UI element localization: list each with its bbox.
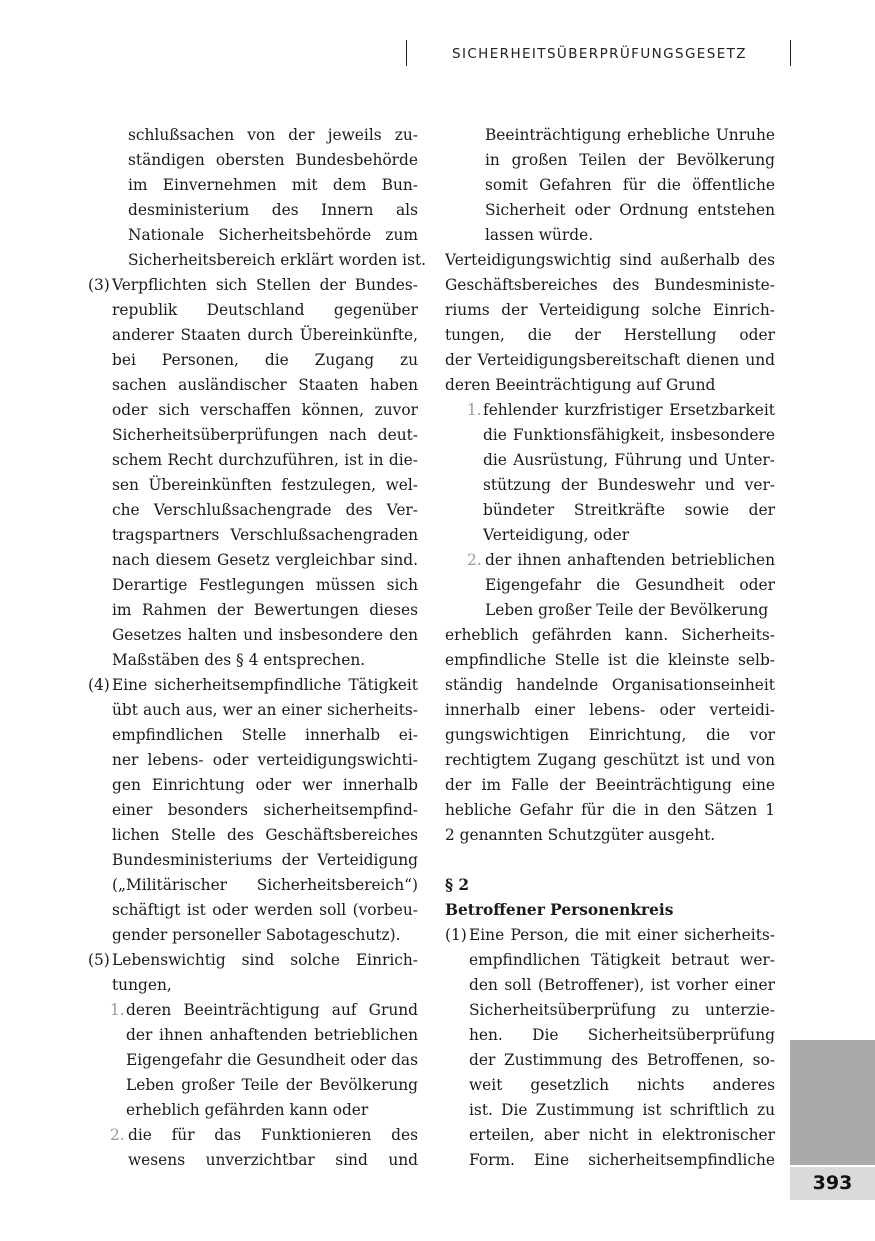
continued-text <box>445 123 775 248</box>
text-line: bei Personen, die Zugang zu <box>112 351 418 369</box>
text-line: republik Deutschland gegenüber <box>112 301 418 319</box>
paragraph-5 <box>88 948 418 1173</box>
text-line: tungen, die der Herstellung oder <box>445 326 775 344</box>
text-line: gen Einrichtung oder wer innerhalb <box>112 776 418 794</box>
text-line: schem Recht durchzuführen, ist in die- <box>112 451 418 469</box>
list-item <box>445 548 775 623</box>
text-line: die Funktionsfähigkeit, insbesondere <box>483 426 775 444</box>
text-line: innerhalb einer lebens- oder verteidi- <box>445 701 775 719</box>
item-number: 1. <box>467 401 482 419</box>
text-line: stützung der Bundeswehr und ver- <box>483 476 775 494</box>
text-line: 2 genannten Schutzgüter ausgeht. <box>445 826 716 844</box>
text-line: deren Beeinträchtigung auf Grund <box>445 376 716 394</box>
text-line: der ihnen anhaftenden betrieblichen <box>126 1026 418 1044</box>
text-line: empfindliche Stelle ist die kleinste selb- <box>445 651 775 669</box>
running-header: SICHERHEITSÜBERPRÜFUNGSGESETZ <box>452 46 747 62</box>
paragraph-number: (1) <box>445 926 467 944</box>
text-line: (3) Verpflichten sich Stellen der Bundes- <box>88 273 418 298</box>
right-column <box>445 123 775 1173</box>
text-line: 1. fehlender kurzfristiger Ersetzbarkeit <box>445 398 775 423</box>
text-line: den soll (Betroffener), ist vorher einer <box>469 976 775 994</box>
text-line: Leben großer Teile der Bevölkerung <box>485 601 769 619</box>
text-line: Sicherheitsüberprüfungen nach deut- <box>112 426 418 444</box>
text-line: ständig handelnde Organisationseinheit <box>445 676 775 694</box>
left-column <box>88 123 427 1173</box>
text-line: der Zustimmung des Betroffenen, so- <box>469 1051 775 1069</box>
text-line: übt auch aus, wer an einer sicherheits- <box>112 701 418 719</box>
text-line: somit Gefahren für die öffentliche <box>485 176 775 194</box>
text-line: hebliche Gefahr für die in den Sätzen 1 <box>445 801 775 819</box>
text-line: nach diesem Gesetz vergleichbar sind. <box>112 551 418 569</box>
text-line: Verteidigung, oder <box>483 526 630 544</box>
text-line: 2. die für das Funktionieren des <box>88 1123 418 1148</box>
text-line: (1) Eine Person, die mit einer sicherheits- <box>445 923 775 948</box>
text-line: im Rahmen der Bewertungen dieses <box>112 601 418 619</box>
text-line: Bundesministeriums der Verteidigung <box>112 851 418 869</box>
text-line: weit gesetzlich nichts anderes <box>469 1076 775 1094</box>
text-line: empfindlichen Stelle innerhalb ei- <box>112 726 418 744</box>
text-line: (5) Lebenswichtig sind solche Einrich- <box>88 948 418 973</box>
text-line: ständigen obersten Bundesbehörde <box>128 151 418 169</box>
item-number: 2. <box>467 551 482 569</box>
text-line: Geschäftsbereiches des Bundesministe- <box>445 276 775 294</box>
text-line: der im Falle der Beeinträchtigung eine <box>445 776 775 794</box>
text-line: im Einvernehmen mit dem Bun- <box>128 176 418 194</box>
text-line: wesens unverzichtbar sind und <box>128 1151 418 1169</box>
continued-text <box>88 123 427 273</box>
text-line: sachen ausländischer Staaten haben <box>112 376 418 394</box>
text-line: erheblich gefährden kann. Sicherheits- <box>445 626 775 644</box>
list-item <box>445 398 775 548</box>
page-number: 393 <box>790 1167 875 1200</box>
text-line: Beeinträchtigung erhebliche Unruhe <box>485 126 775 144</box>
text-line: oder sich verschaffen können, zuvor <box>112 401 418 419</box>
text-line: Maßstäben des § 4 entsprechen. <box>112 651 366 669</box>
text-line: gungswichtigen Einrichtung, die vor <box>445 726 775 744</box>
text-line: riums der Verteidigung solche Einrich- <box>445 301 775 319</box>
paragraph-number: (4) <box>88 676 110 694</box>
item-number: 2. <box>110 1126 125 1144</box>
header-rule-left <box>406 40 407 66</box>
header-rule-right <box>790 40 791 66</box>
chapter-thumb-tab <box>790 1040 875 1165</box>
text-line: rechtigtem Zugang geschützt ist und von <box>445 751 775 769</box>
paragraph-number: (3) <box>88 276 110 294</box>
text-line: tragspartners Verschlußsachengraden <box>112 526 418 544</box>
text-line: desministerium des Innern als <box>128 201 418 219</box>
text-line: anderer Staaten durch Übereinkünfte, <box>112 326 418 344</box>
paragraph-number: (5) <box>88 951 110 969</box>
text-line: Eigengefahr die Gesundheit oder das <box>126 1051 418 1069</box>
text-line: einer besonders sicherheitsempfind- <box>112 801 418 819</box>
text-line: Form. Eine sicherheitsempfindliche <box>469 1151 775 1169</box>
text-line: ner lebens- oder verteidigungswichti- <box>112 751 418 769</box>
paragraph-1 <box>445 923 775 1173</box>
text-line: erheblich gefährden kann oder <box>126 1101 369 1119</box>
text-line: Gesetzes halten und insbesondere den <box>112 626 418 644</box>
text-line: Verteidigungswichtig sind außerhalb des <box>445 251 775 269</box>
text-line: sen Übereinkünften festzulegen, wel- <box>112 476 418 494</box>
text-line: der Verteidigungsbereitschaft dienen und <box>445 351 775 369</box>
text-line: 1. deren Beeinträchtigung auf Grund <box>88 998 418 1023</box>
section-title: Betroffener Personenkreis <box>445 901 674 919</box>
paragraph-4 <box>88 673 418 948</box>
text-line: lichen Stelle des Geschäftsbereiches <box>112 826 418 844</box>
text-line: Sicherheit oder Ordnung entstehen <box>485 201 775 219</box>
text-line: Eigengefahr die Gesundheit oder <box>485 576 775 594</box>
text-line: Sicherheitsüberprüfung zu unterzie- <box>469 1001 775 1019</box>
text-line: Nationale Sicherheitsbehörde zum <box>128 226 418 244</box>
text-line: (4) Eine sicherheitsempfindliche Tätigkeit <box>88 673 418 698</box>
closing-text <box>445 623 775 848</box>
item-number: 1. <box>110 1001 125 1019</box>
section-spacer <box>445 848 775 873</box>
text-line: bündeter Streitkräfte sowie der <box>483 501 775 519</box>
text-line: che Verschlußsachengrade des Ver- <box>112 501 418 519</box>
list-item <box>88 998 418 1123</box>
text-line: schlußsachen von der jeweils zu- <box>128 126 418 144</box>
text-line: erteilen, aber nicht in elektronischer <box>469 1126 775 1144</box>
text-line: lassen würde. <box>485 226 594 244</box>
text-line: hen. Die Sicherheitsüberprüfung <box>469 1026 775 1044</box>
text-line: in großen Teilen der Bevölkerung <box>485 151 775 169</box>
text-line: die Ausrüstung, Führung und Unter- <box>483 451 775 469</box>
text-line: schäftigt ist oder werden soll (vorbeu- <box>112 901 418 919</box>
text-line: tungen, <box>112 976 172 994</box>
text-line: Derartige Festlegungen müssen sich <box>112 576 418 594</box>
defense-definition <box>445 248 775 398</box>
text-line: empfindlichen Tätigkeit betraut wer- <box>469 951 775 969</box>
text-line: ist. Die Zustimmung ist schriftlich zu <box>469 1101 775 1119</box>
text-line: gender personeller Sabotageschutz). <box>112 926 401 944</box>
text-line: 2. der ihnen anhaftenden betrieblichen <box>445 548 775 573</box>
section-number: § 2 <box>445 876 470 894</box>
text-line: Leben großer Teile der Bevölkerung <box>126 1076 418 1094</box>
paragraph-3 <box>88 273 418 673</box>
text-line: („Militärischer Sicherheitsbereich“) <box>112 876 418 894</box>
text-line: Sicherheitsbereich erklärt worden ist. <box>128 251 427 269</box>
list-item <box>88 1123 418 1173</box>
